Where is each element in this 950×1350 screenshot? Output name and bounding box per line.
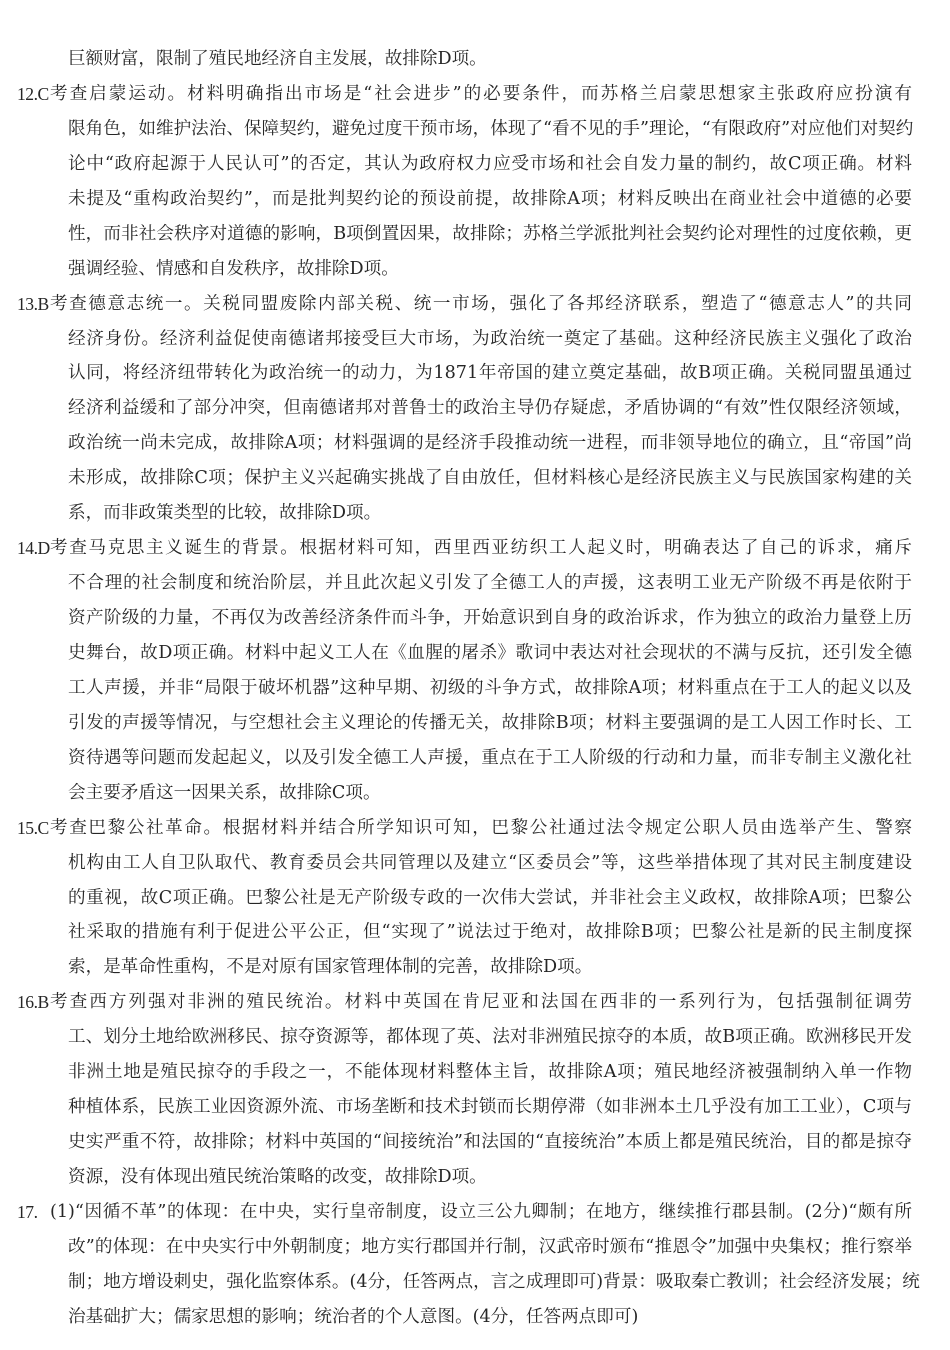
answer-line xyxy=(0,426,950,461)
line-text: 限角色，如维护法治、保障契约，避免过度干预市场，体现了“看不见的手”理论，“有限政府”对应他们对契约 xyxy=(68,118,914,139)
answer-line xyxy=(0,391,950,426)
line-text: 经济身份。经济利益促使南德诸邦接受巨大市场，为政治统一奠定了基础。这种经济民族主义强化了政治 xyxy=(68,328,912,349)
answer-line xyxy=(0,252,950,287)
line-text: 经济利益缓和了部分冲突，但南德诸邦对普鲁士的政治主导仍存疑虑，矛盾协调的“有效”性仅限经济领域， xyxy=(68,398,912,419)
answer-line xyxy=(0,636,950,671)
answer-document xyxy=(0,42,950,1327)
line-text: 治基础扩大；儒家思想的影响；统治者的个人意图。(4分，任答两点即可) xyxy=(68,1306,639,1327)
answer-first-line xyxy=(0,287,950,322)
answer-line xyxy=(0,846,950,881)
answer-item xyxy=(0,811,950,986)
answer-line xyxy=(0,147,950,182)
line-text: 不合理的社会制度和统治阶层，并且此次起义引发了全德工人的声援，这表明工业无产阶级不再是依附于 xyxy=(68,573,912,594)
line-text: (1)“因循不革”的体现：在中央，实行皇帝制度，设立三公九卿制；在地方，继续推行郡县制。(2分)“颇有所 xyxy=(50,1201,912,1222)
line-text: 考查巴黎公社革命。根据材料并结合所学知识可知，巴黎公社通过法令规定公职人员由选举产生、警察 xyxy=(50,817,912,838)
line-text: 的重视，故C项正确。巴黎公社是无产阶级专政的一次伟大尝试，并非社会主义政权，故排除A项；巴黎公 xyxy=(68,887,912,908)
line-text: 引发的声援等情况，与空想社会主义理论的传播无关，故排除B项；材料主要强调的是工人因工作时长、工 xyxy=(68,712,912,733)
line-text: 未提及“重构政治契约”，而是批判契约论的预设前提，故排除A项；材料反映出在商业社会中道德的必要 xyxy=(68,188,912,209)
answer-number: 16.B xyxy=(17,992,49,1013)
answer-first-line xyxy=(0,77,950,112)
line-text: 论中“政府起源于人民认可”的否定，其认为政府权力应受市场和社会自发力量的制约，故C项正确。材料 xyxy=(68,153,912,174)
answer-item xyxy=(0,531,950,811)
answer-line xyxy=(0,1160,950,1195)
answer-line xyxy=(0,950,950,985)
line-text: 改”的体现：在中央实行中外朝制度；地方实行郡国并行制，汉武帝时颁布“推恩令”加强中央集权；推行察举 xyxy=(68,1236,912,1257)
line-text: 资源，没有体现出殖民统治策略的改变，故排除D项。 xyxy=(68,1167,487,1187)
line-text: 索，是革命性重构，不是对原有国家管理体制的完善，故排除D项。 xyxy=(68,957,593,978)
answer-line xyxy=(0,112,950,147)
answer-item xyxy=(0,985,950,1195)
answer-first-line xyxy=(0,811,950,846)
line-text: 制；地方增设刺史，强化监察体系。(4分，任答两点，言之成理即可)背景：吸取秦亡教训；社会经济发展；统 xyxy=(68,1271,920,1292)
continued-line xyxy=(0,42,950,77)
answer-line xyxy=(0,881,950,916)
line-text: 史舞台，故D项正确。材料中起义工人在《血腥的屠杀》歌词中表达对社会现状的不满与反抗，还引发全德 xyxy=(68,642,912,663)
answer-item xyxy=(0,77,950,287)
answer-number: 14.D xyxy=(17,538,50,559)
line-text: 考查德意志统一。关税同盟废除内部关税、统一市场，强化了各邦经济联系，塑造了“德意志人”的共同 xyxy=(50,293,912,314)
answer-line xyxy=(0,1265,950,1300)
line-text: 性，而非社会秩序对道德的影响，B项倒置因果，故排除；苏格兰学派批判社会契约论对理性的过度依赖，更 xyxy=(68,223,912,244)
answer-first-line xyxy=(0,1195,950,1230)
answer-line xyxy=(0,915,950,950)
line-text: 种植体系，民族工业因资源外流、市场垄断和技术封锁而长期停滞（如非洲本土几乎没有加工工业），C项与 xyxy=(68,1097,912,1118)
answer-line xyxy=(0,706,950,741)
line-text: 会主要矛盾这一因果关系，故排除C项。 xyxy=(68,782,381,803)
line-text: 资待遇等问题而发起起义，以及引发全德工人声援，重点在于工人阶级的行动和力量，而非专制主义激化社 xyxy=(68,747,912,768)
line-text: 考查启蒙运动。材料明确指出市场是“社会进步”的必要条件，而苏格兰启蒙思想家主张政府应扮演有 xyxy=(50,83,912,104)
answer-number: 12.C xyxy=(17,83,49,104)
answer-line xyxy=(0,776,950,811)
line-text: 非洲土地是殖民掠夺的手段之一，不能体现材料整体主旨，故排除A项；殖民地经济被强制纳入单一作物 xyxy=(68,1062,912,1083)
line-text: 强调经验、情感和自发秩序，故排除D项。 xyxy=(68,258,399,279)
answer-line xyxy=(0,1300,950,1327)
answer-line xyxy=(0,182,950,217)
line-text: 巨额财富，限制了殖民地经济自主发展，故排除D项。 xyxy=(68,49,487,69)
line-text: 资产阶级的力量，不再仅为改善经济条件而斗争，开始意识到自身的政治诉求，作为独立的政治力量登上历 xyxy=(68,608,912,628)
answer-line xyxy=(0,1020,950,1055)
answer-line xyxy=(0,496,950,531)
line-text: 未形成，故排除C项；保护主义兴起确实挑战了自由放任，但材料核心是经济民族主义与民族国家构建的关 xyxy=(68,468,912,489)
line-text: 工人声援，并非“局限于破坏机器”这种早期、初级的斗争方式，故排除A项；材料重点在于工人的起义以及 xyxy=(68,677,912,698)
line-text: 社采取的措施有利于促进公平公正，但“实现了”说法过于绝对，故排除B项；巴黎公社是新的民主制度探 xyxy=(68,922,912,943)
line-text: 工、划分土地给欧洲移民、掠夺资源等，都体现了英、法对非洲殖民掠夺的本质，故B项正确。欧洲移民开发 xyxy=(68,1027,912,1048)
line-text: 考查马克思主义诞生的背景。根据材料可知，西里西亚纺织工人起义时，明确表达了自己的诉求，痛斥 xyxy=(50,538,912,559)
answer-line xyxy=(0,566,950,601)
answer-first-line xyxy=(0,985,950,1020)
answer-line xyxy=(0,217,950,252)
line-text: 机构由工人自卫队取代、教育委员会共同管理以及建立“区委员会”等，这些举措体现了其对民主制度建设 xyxy=(68,852,912,873)
answer-first-line xyxy=(0,531,950,566)
answer-line xyxy=(0,1230,950,1265)
line-text: 认同，将经济纽带转化为政治统一的动力，为1871年帝国的建立奠定基础，故B项正确。关税同盟虽通过 xyxy=(68,363,912,384)
answer-line xyxy=(0,1125,950,1160)
answer-line xyxy=(0,1090,950,1125)
answer-line xyxy=(0,461,950,496)
answer-line xyxy=(0,741,950,776)
answer-line xyxy=(0,1055,950,1090)
line-text: 政治统一尚未完成，故排除A项；材料强调的是经济手段推动统一进程，而非领导地位的确立，且“帝国”尚 xyxy=(68,433,912,454)
answer-number: 13.B xyxy=(17,293,49,314)
line-text: 考查西方列强对非洲的殖民统治。材料中英国在肯尼亚和法国在西非的一系列行为，包括强制征调劳 xyxy=(50,992,912,1013)
answer-item xyxy=(0,1195,950,1327)
answer-line xyxy=(0,322,950,357)
line-text: 系，而非政策类型的比较，故排除D项。 xyxy=(68,503,382,524)
answer-line xyxy=(0,356,950,391)
answer-number: 15.C xyxy=(17,817,49,838)
answer-line xyxy=(0,601,950,636)
answer-item xyxy=(0,287,950,532)
answer-number: 17. xyxy=(17,1201,38,1222)
line-text: 史实严重不符，故排除；材料中英国的“间接统治”和法国的“直接统治”本质上都是殖民统治，目的都是掠夺 xyxy=(68,1132,912,1153)
answer-line xyxy=(0,671,950,706)
